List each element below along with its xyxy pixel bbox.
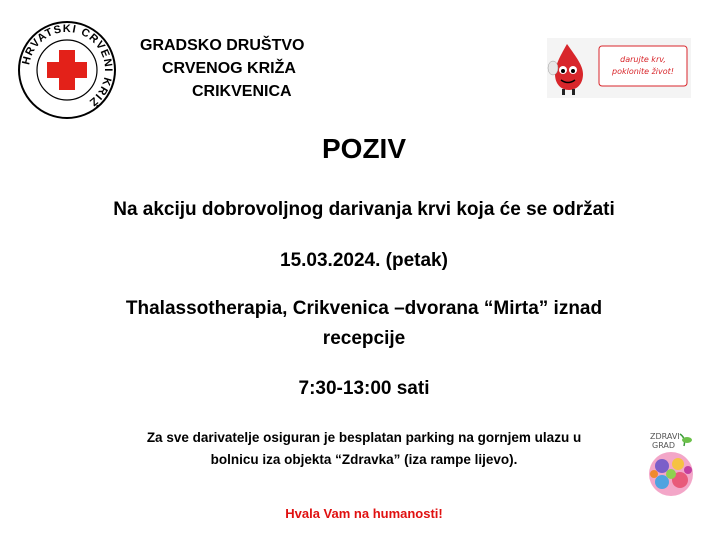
- logo-ring-text: HRVATSKI CRVENI KRIŽ: [20, 22, 115, 109]
- red-cross-icon: [17, 20, 117, 120]
- organization-line-1: GRADSKO DRUŠTVO: [140, 37, 305, 54]
- event-location-line-1: Thalassotherapia, Crikvenica –dvorana “Mirta” iznad: [125, 298, 603, 319]
- red-cross-logo: [17, 20, 117, 120]
- blood-donation-banner: [547, 38, 691, 98]
- organization-line-3: CRIKVENICA: [192, 83, 292, 100]
- banner-text-line-1: darujte krv,: [620, 55, 666, 64]
- healthy-city-line-2: GRAD: [652, 441, 676, 450]
- parking-note-line-2: bolnicu iza objekta “Zdravka” (iza rampe lijevo).: [210, 452, 518, 467]
- healthy-city-logo: [640, 428, 702, 498]
- organization-line-2: CRVENOG KRIŽA: [162, 60, 296, 77]
- organization-name: [140, 34, 360, 103]
- page-title: POZIV: [321, 133, 406, 164]
- event-location-line-2: recepcije: [322, 328, 406, 349]
- parking-note-line-1: Za sve darivatelje osiguran je besplatan parking na gornjem ulazu u: [146, 430, 582, 445]
- banner-text-line-2: poklonite život!: [611, 67, 675, 76]
- event-time: 7:30-13:00 sati: [298, 378, 430, 399]
- invitation-text: Na akciju dobrovoljnog darivanja krvi koja će se održati: [113, 199, 615, 220]
- healthy-city-icon: [640, 428, 702, 498]
- healthy-city-line-1: ZDRAVI: [650, 432, 680, 441]
- event-date: 15.03.2024. (petak): [280, 250, 448, 271]
- blood-drop-mascot-icon: [547, 38, 691, 98]
- thanks-message: Hvala Vam na humanosti!: [285, 506, 443, 521]
